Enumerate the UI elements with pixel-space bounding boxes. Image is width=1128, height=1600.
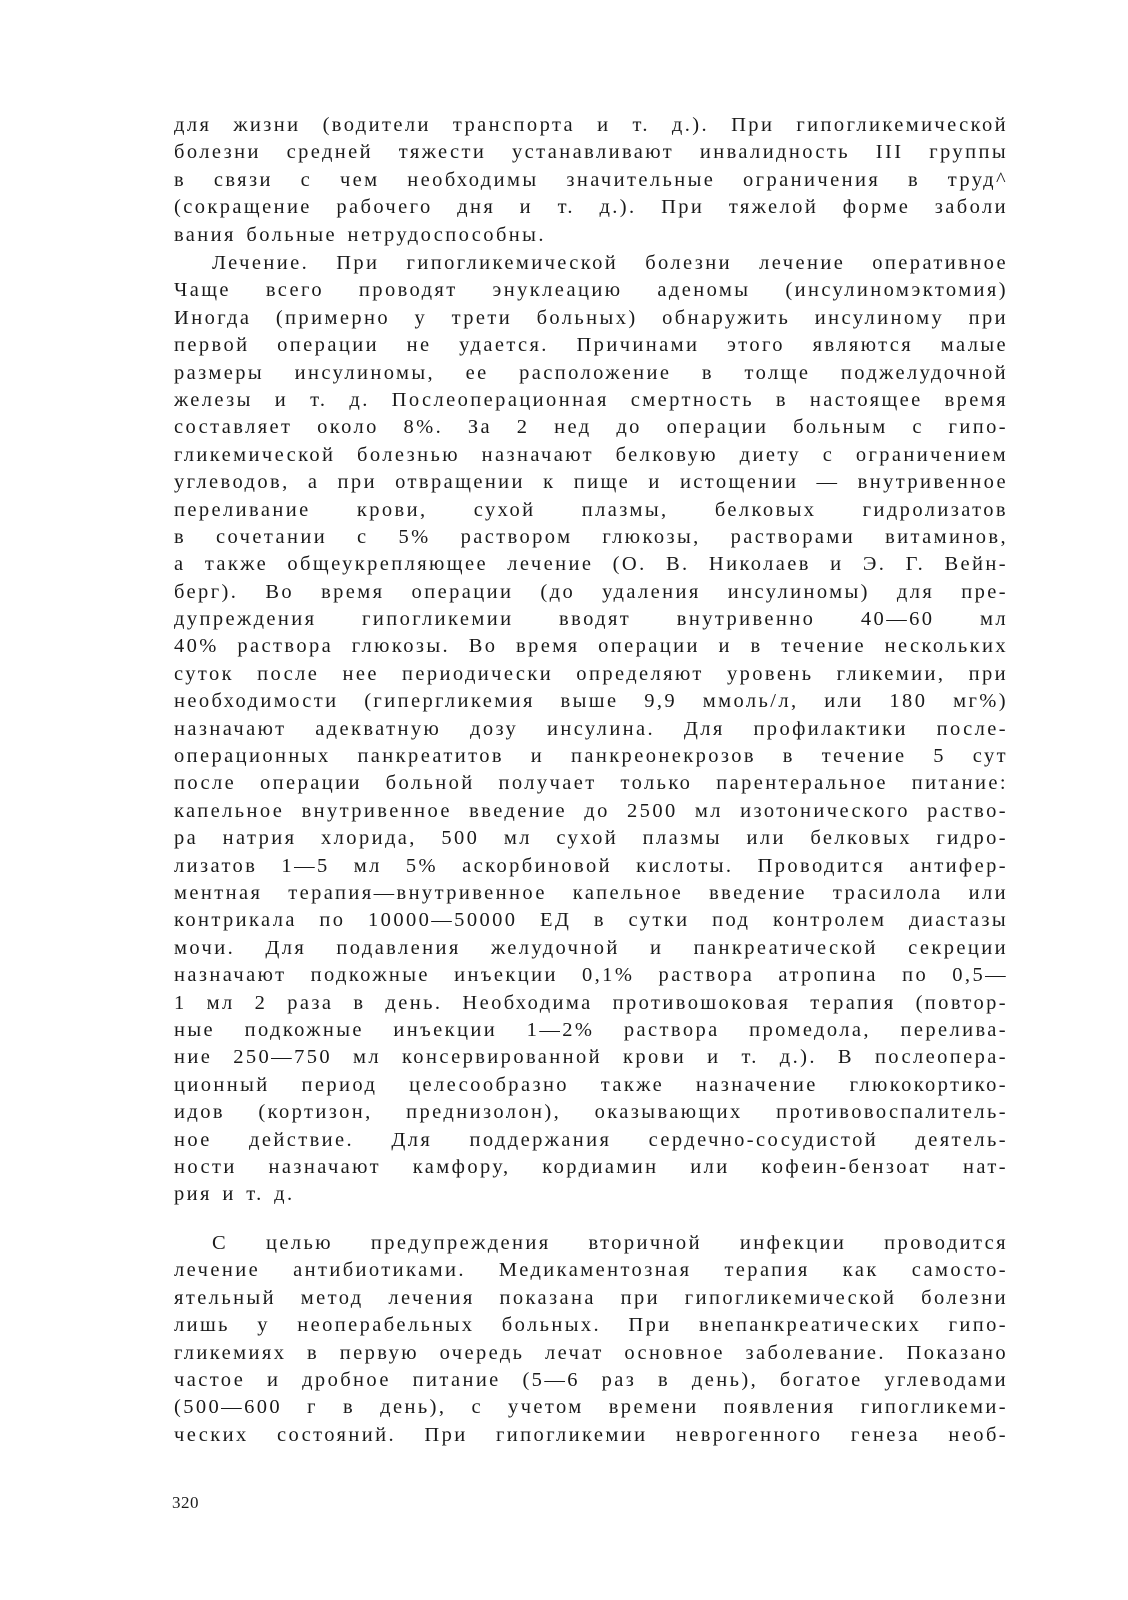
text-line: рия и т. д. [174, 1183, 295, 1206]
paragraph-infection-prevention [174, 1230, 1008, 1449]
text-line: для жизни (водители транспорта и т. д.). При гипогликемической [174, 114, 1008, 136]
text-line: идов (кортизон, преднизолон), оказывающих противовоспалитель- [174, 1101, 1008, 1124]
text-line: ческих состояний. При гипогликемии неврогенного генеза необ- [174, 1423, 1008, 1446]
text-line: частое и дробное питание (5—6 раз в день), богатое углеводами [174, 1368, 1008, 1391]
text-line: 1 мл 2 раза в день. Необходима противошоковая терапия (повтор- [174, 991, 1008, 1014]
text-line: ности назначают камфору, кордиамин или кофеин-бензоат нат- [174, 1155, 1008, 1178]
paragraph-treatment [174, 250, 1008, 1209]
text-line: после операции больной получает только парентеральное питание: [174, 772, 1008, 795]
text-line: в связи с чем необходимы значительные ограничения в труд^ [174, 168, 1008, 191]
text-line: назначают подкожные инъекции 0,1% раствора атропина по 0,5— [174, 964, 1008, 987]
text-line: мочи. Для подавления желудочной и панкреатической секреции [174, 936, 1008, 959]
text-line: лечение антибиотиками. Медикаментозная терапия как самосто- [174, 1259, 1008, 1282]
text-line: (500—600 г в день), с учетом времени появления гипогликеми- [174, 1396, 1008, 1419]
text-line: ятельный метод лечения показана при гипогликемической болезни [174, 1286, 1008, 1309]
text-line: ментная терапия—внутривенное капельное введение трасилола или [174, 881, 1008, 904]
paragraph-disability [174, 112, 1008, 249]
page-number: 320 [172, 1493, 199, 1512]
text-line: ное действие. Для поддержания сердечно-сосудистой деятель- [174, 1128, 1008, 1151]
text-line: капельное внутривенное введение до 2500 мл изотонического раство- [174, 799, 1008, 822]
text-line: (сокращение рабочего дня и т. д.). При тяжелой форме заболи [174, 196, 1008, 219]
text-line: контрикала по 10000—50000 ЕД в сутки под контролем диастазы [174, 909, 1008, 932]
text-line: ние 250—750 мл консервированной крови и т. д.). В послеопера- [174, 1046, 1008, 1069]
text-line: 40% раствора глюкозы. Во время операции и в течение нескольких [174, 635, 1008, 658]
text-line: размеры инсулиномы, ее расположение в толще поджелудочной [174, 361, 1008, 384]
text-line: С целью предупреждения вторичной инфекции проводится [212, 1232, 1008, 1254]
text-line: гликемической болезнью назначают белковую диету с ограничением [174, 443, 1008, 466]
text-line: Лечение. При гипогликемической болезни лечение оперативное [212, 252, 1008, 274]
text-line: берг). Во время операции (до удаления инсулиномы) для пре- [174, 580, 1008, 603]
text-line: углеводов, а при отвращении к пище и истощении — внутривенное [174, 471, 1008, 494]
text-line: первой операции не удается. Причинами этого являются малые [174, 334, 1008, 357]
text-line: операционных панкреатитов и панкреонекрозов в течение 5 сут [174, 745, 1008, 768]
text-line: вания больные нетрудоспособны. [174, 223, 546, 246]
text-line: ционный период целесообразно также назначение глюкокортико- [174, 1073, 1008, 1096]
text-line: в сочетании с 5% раствором глюкозы, растворами витаминов, [174, 525, 1008, 548]
text-line: суток после нее периодически определяют уровень гликемии, при [174, 662, 1008, 685]
text-line: ные подкожные инъекции 1—2% раствора промедола, перелива- [174, 1018, 1008, 1041]
text-line: Чаще всего проводят энуклеацию аденомы (инсулиномэктомия) [174, 279, 1008, 302]
text-line: железы и т. д. Послеоперационная смертность в настоящее время [174, 388, 1008, 411]
text-line: болезни средней тяжести устанавливают инвалидность III группы [174, 141, 1008, 164]
text-line: назначают адекватную дозу инсулина. Для профилактики после- [174, 717, 1008, 740]
text-line: а также общеукрепляющее лечение (О. В. Николаев и Э. Г. Вейн- [174, 553, 1008, 576]
text-line: дупреждения гипогликемии вводят внутривенно 40—60 мл [174, 608, 1008, 631]
text-line: гликемиях в первую очередь лечат основное заболевание. Показано [174, 1341, 1008, 1364]
text-line: составляет около 8%. За 2 нед до операции больным с гипо- [174, 416, 1008, 439]
text-line: Иногда (примерно у трети больных) обнаружить инсулиному при [174, 306, 1008, 329]
text-line: ра натрия хлорида, 500 мл сухой плазмы или белковых гидро- [174, 827, 1008, 850]
text-line: лишь у неоперабельных больных. При внепанкреатических гипо- [174, 1314, 1008, 1337]
text-line: переливание крови, сухой плазмы, белковых гидролизатов [174, 498, 1008, 521]
text-line: необходимости (гипергликемия выше 9,9 ммоль/л, или 180 мг%) [174, 690, 1008, 713]
text-line: лизатов 1—5 мл 5% аскорбиновой кислоты. Проводится антифер- [174, 854, 1008, 877]
